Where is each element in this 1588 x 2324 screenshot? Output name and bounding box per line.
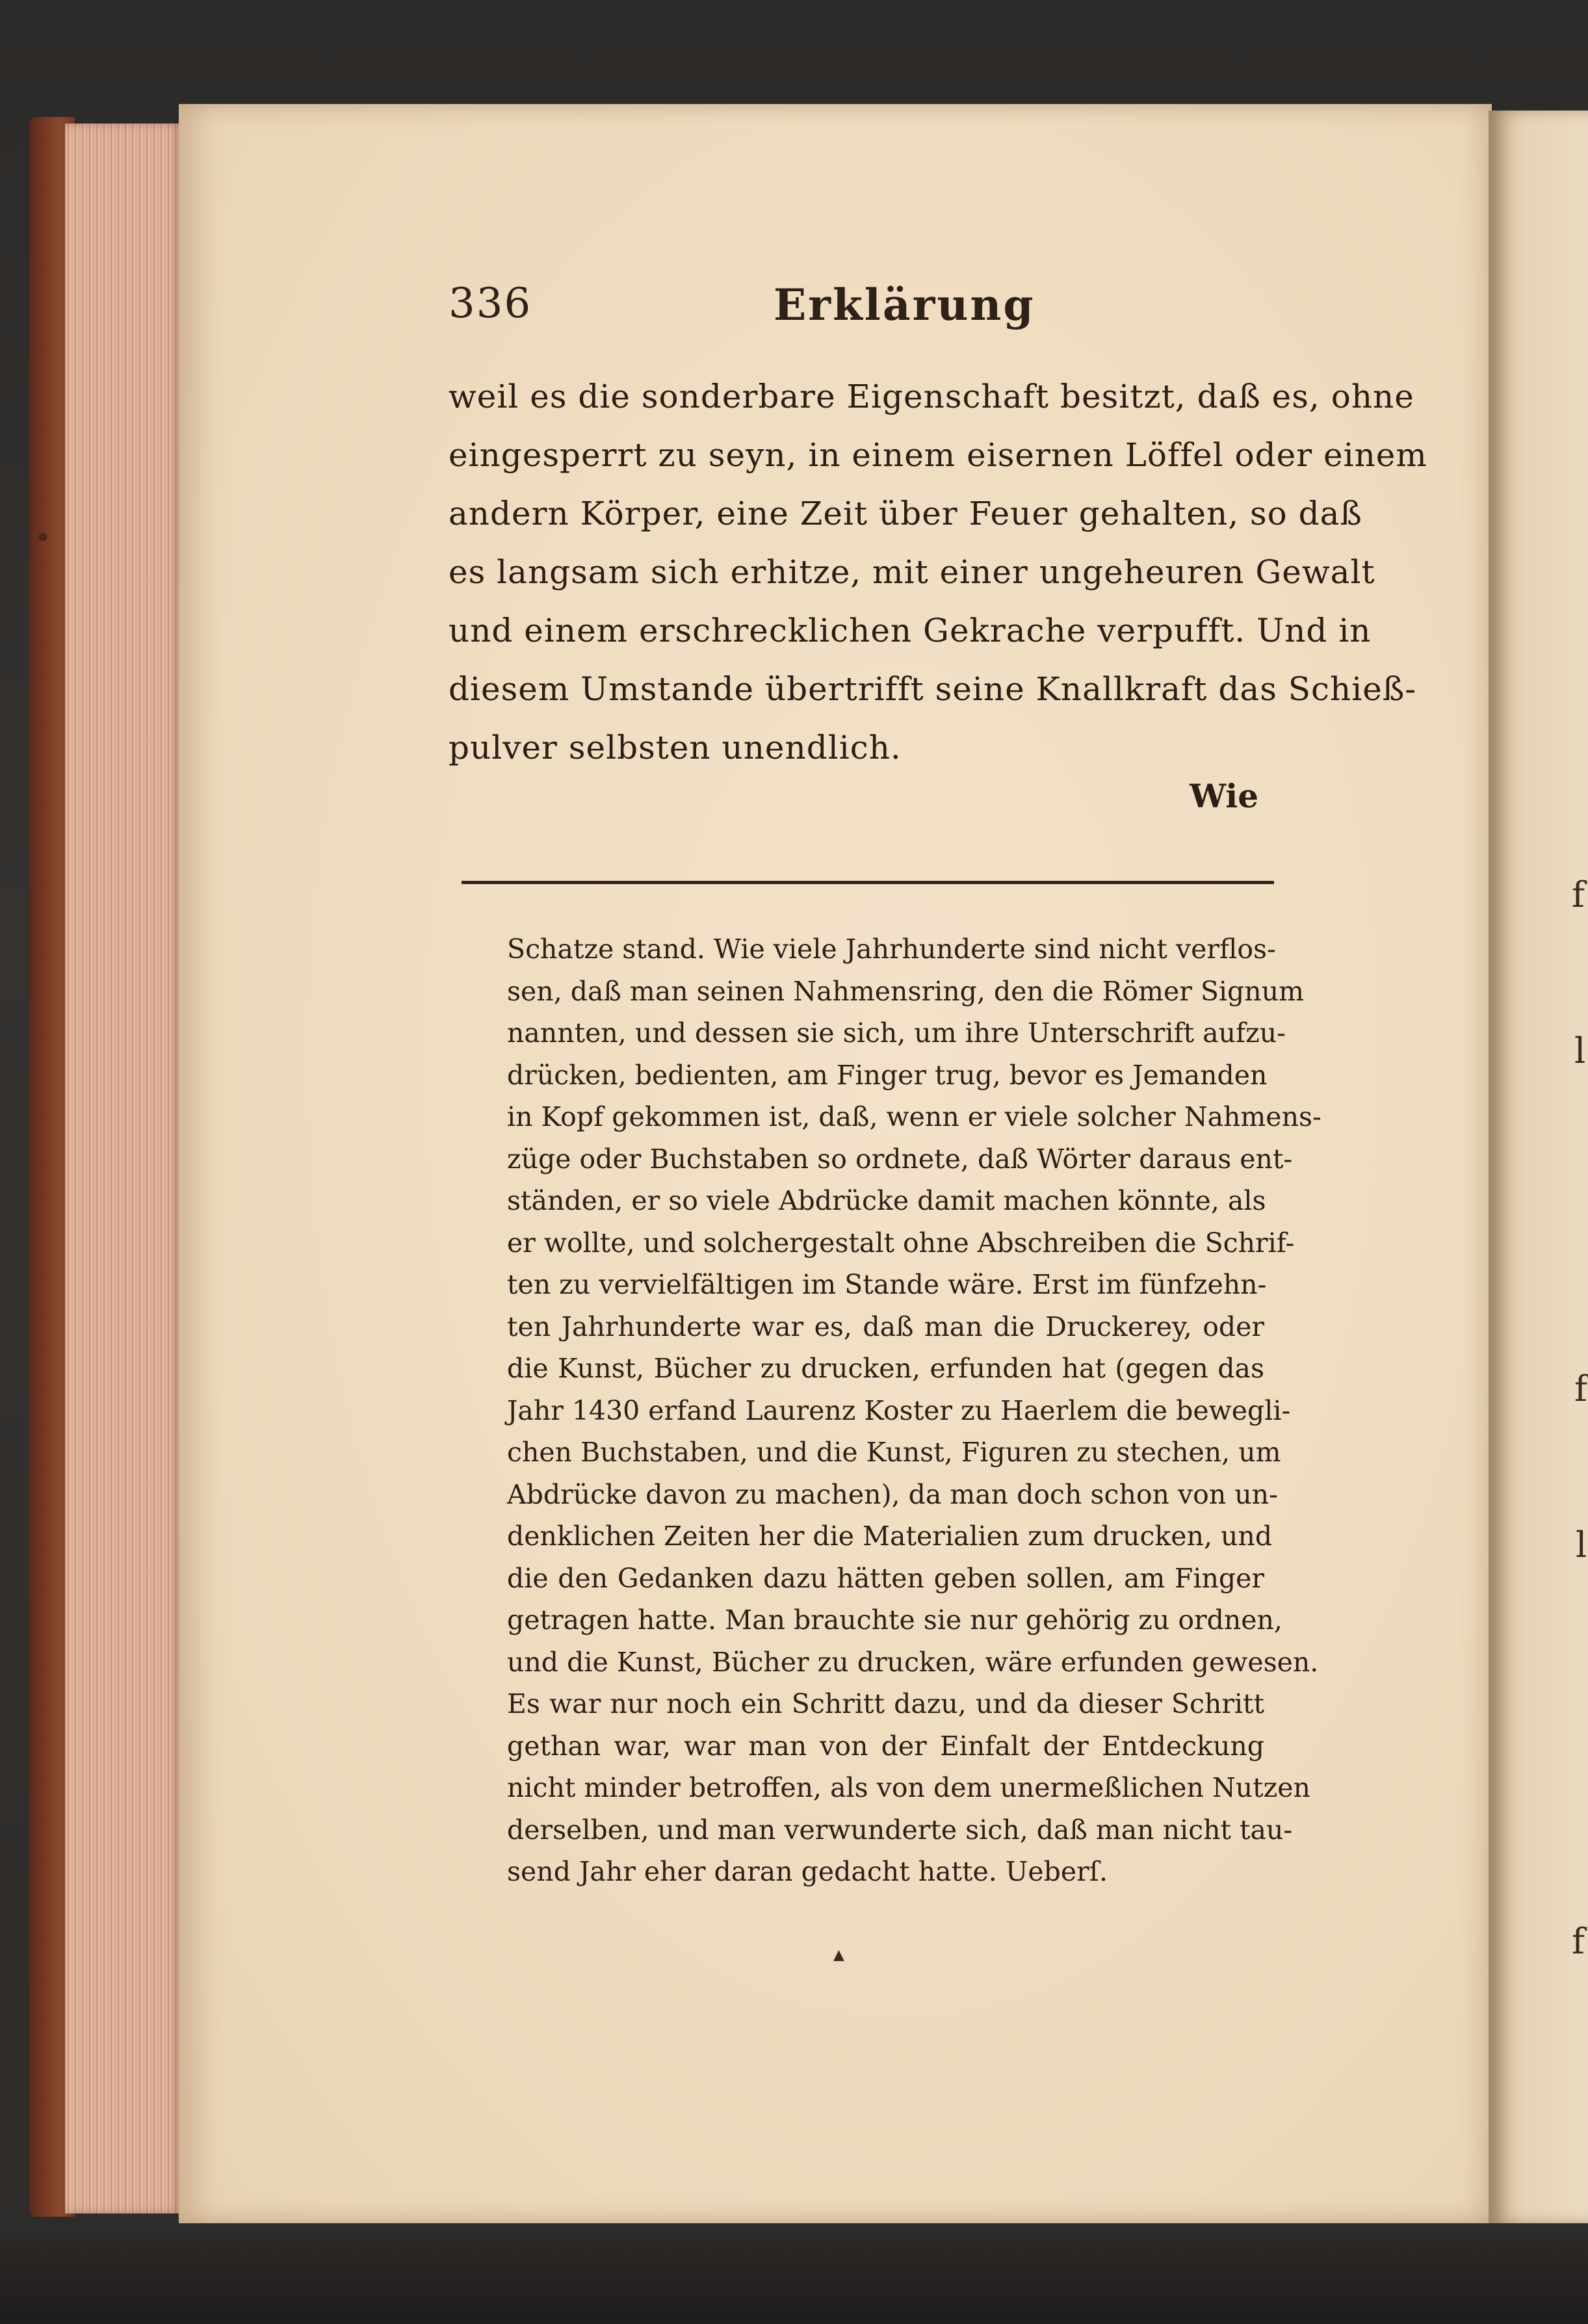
footnote-line: nannten, und dessen sie sich, um ihre Unterschrift aufzu-	[507, 1017, 1286, 1049]
footnote-line: züge oder Buchstaben so ordnete, daß Wörter daraus ent-	[507, 1143, 1293, 1175]
page-header	[449, 280, 1294, 338]
footnote-line: Jahr 1430 erfand Laurenz Koster zu Haerlem die bewegli-	[507, 1394, 1291, 1426]
footnote-line: ten Jahrhunderte war es, daß man die Druckerey, oder	[507, 1311, 1264, 1342]
footnote-line: getragen hatte. Man brauchte sie nur gehörig zu ordnen,	[507, 1604, 1282, 1636]
footnote-line: Es war nur noch ein Schritt dazu, und da dieser Schritt	[507, 1688, 1264, 1719]
ink-mark: ▲	[833, 1947, 844, 1963]
catchword: Wie	[1190, 777, 1259, 815]
text-line: weil es die sonderbare Eigenschaft besitzt, daß es, ohne	[449, 378, 1414, 415]
footnote-line: die den Gedanken dazu hätten geben sollen, am Finger	[507, 1562, 1264, 1594]
running-head: Erklärung	[774, 280, 1035, 330]
footnote-line: derselben, und man verwunderte sich, daß man nicht tau-	[507, 1814, 1293, 1846]
footnote-line: ständen, er so viele Abdrücke damit machen könnte, als	[507, 1185, 1266, 1216]
text-line: es langsam sich erhitze, mit einer ungeheuren Gewalt	[449, 553, 1375, 591]
main-text-block	[449, 367, 1427, 777]
facing-page-fragment: l	[1576, 1524, 1587, 1565]
footnote-line: die Kunst, Bücher zu drucken, erfunden hat (gegen das	[507, 1353, 1264, 1384]
footnote-line: nicht minder betroffen, als von dem unermeßlichen Nutzen	[507, 1772, 1310, 1803]
footnote-line: denklichen Zeiten her die Materialien zum drucken, und	[507, 1521, 1273, 1552]
footnote-line: ten zu vervielfältigen im Stande wäre. Erst im fünfzehn-	[507, 1269, 1267, 1300]
footnote-line: drücken, bedienten, am Finger trug, bevor es Jemanden	[507, 1059, 1268, 1091]
footnote-line: und die Kunst, Bücher zu drucken, wäre erfunden gewesen.	[507, 1646, 1319, 1678]
page-number: 336	[449, 280, 532, 328]
footnote-line: Abdrücke davon zu machen), da man doch schon von un-	[507, 1478, 1278, 1510]
footnote-line: sen, daß man seinen Nahmensring, den die Römer Signum	[507, 975, 1304, 1007]
facing-page-fragment: f	[1572, 1921, 1585, 1962]
footnote-line: chen Buchstaben, und die Kunst, Figuren zu stechen, um	[507, 1437, 1281, 1468]
footnote-block	[507, 928, 1321, 1893]
facing-page	[1489, 111, 1588, 2223]
text-line: pulver selbsten unendlich.	[449, 729, 902, 766]
footnote-line: send Jahr eher daran gedacht hatte. Ueberſ.	[507, 1856, 1108, 1887]
footnote-line: in Kopf gekommen ist, daß, wenn er viele solcher Nahmens-	[507, 1101, 1321, 1132]
facing-page-fragment: f	[1574, 1368, 1587, 1409]
text-line: eingesperrt zu seyn, in einem eisernen Löffel oder einem	[449, 436, 1427, 474]
footnote-line: er wollte, und solchergestalt ohne Abschreiben die Schrif-	[507, 1227, 1295, 1259]
text-line: und einem erschrecklichen Gekrache verpufft. Und in	[449, 612, 1372, 649]
footnote-divider	[462, 881, 1274, 884]
text-line: diesem Umstande übertrifft seine Knallkraft das Schieß-	[449, 670, 1417, 708]
footnote-line: gethan war, war man von der Einfalt der Entdeckung	[507, 1730, 1264, 1762]
facing-page-fragment: f	[1572, 874, 1585, 915]
text-line: andern Körper, eine Zeit über Feuer gehalten, so daß	[449, 495, 1362, 532]
facing-page-fragment: l	[1574, 1030, 1586, 1071]
footnote-line: Schatze stand. Wie viele Jahrhunderte sind nicht verflos-	[507, 934, 1276, 965]
table-surface	[0, 2239, 1588, 2324]
page-edges	[65, 124, 182, 2213]
